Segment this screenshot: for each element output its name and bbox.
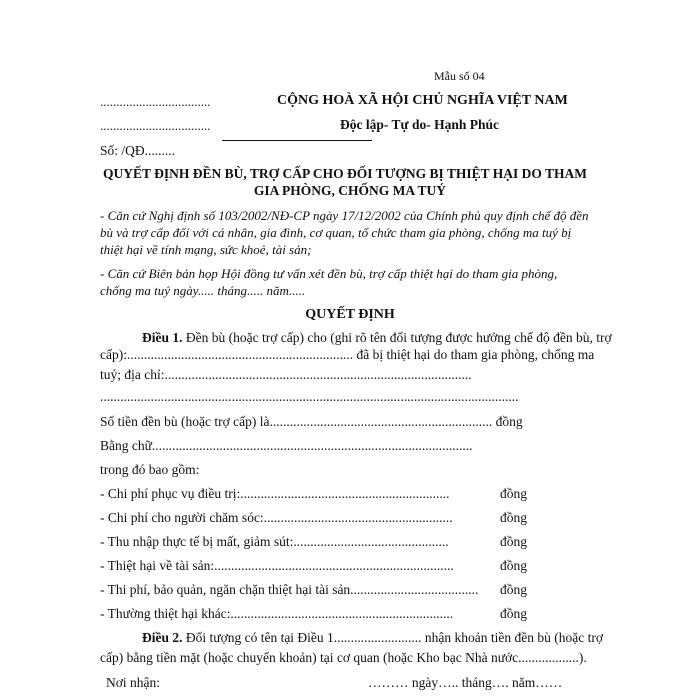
motto-underline	[222, 140, 372, 141]
cost-item: - Thiệt hại về tài sản:.......................................................................	[100, 558, 454, 573]
basis-line: - Căn cứ Nghị định số 103/2002/NĐ-CP ngày 17/12/2002 của Chính phủ quy định chế độ đền	[100, 208, 589, 223]
cost-unit: đồng	[500, 534, 527, 549]
cost-unit: đồng	[500, 606, 527, 621]
decision-heading: QUYẾT ĐỊNH	[305, 307, 395, 322]
article1-line2: cấp):................................................................... đã bị thiệt hại do tham gia phòng, chống ma	[100, 347, 595, 362]
basis-line: thiệt hại về tính mạng, sức khoẻ, tài sản;	[100, 242, 312, 257]
cost-unit: đồng	[500, 558, 527, 573]
document-number: Số: /QĐ.........	[100, 143, 176, 158]
cost-item: - Thu nhập thực tế bị mất, giảm sút:..............................................	[100, 534, 449, 549]
basis-line: chống ma tuý ngày..... tháng..... năm.....	[100, 283, 306, 298]
recipients-label: Nơi nhận:	[106, 675, 161, 690]
national-motto: Độc lập- Tự do- Hạnh Phúc	[340, 117, 500, 132]
country-name: CỘNG HOÀ XÃ HỘI CHỦ NGHĨA VIỆT NAM	[277, 93, 568, 108]
signing-date: ……… ngày….. tháng…. năm……	[368, 675, 563, 690]
article2-text: Đối tượng có tên tại Điều 1.......................... nhận khoản tiền đền bù (hoặc trợ	[182, 630, 604, 645]
form-number: Mẫu số 04	[434, 69, 485, 83]
amount-in-words: Bằng chữ...............................................................................................	[100, 438, 473, 453]
basis-line: - Căn cứ Biên bản họp Hội đồng tư vấn xét đền bù, trợ cấp thiệt hại do tham gia phòng,	[100, 266, 558, 281]
issuer-dots: ..................................	[100, 94, 211, 109]
compensation-amount: Số tiền đền bù (hoặc trợ cấp) là.................................................................. đồng	[100, 414, 523, 429]
article2-line2: cấp) bằng tiền mặt (hoặc chuyển khoản) tại cơ quan (hoặc Kho bạc Nhà nước..................).	[100, 650, 587, 665]
article1-label: Điều 1.	[142, 330, 183, 345]
article2-label: Điều 2.	[142, 630, 183, 645]
article2-line1	[142, 630, 603, 646]
cost-item: - Chi phí phục vụ điều trị:..............................................................	[100, 486, 450, 501]
document-title-line2: GIA PHÒNG, CHỐNG MA TUÝ	[253, 183, 447, 198]
article1-text: Đền bù (hoặc trợ cấp) cho (ghi rõ tên đối tượng được hưởng chế độ đền bù, trợ	[182, 330, 612, 345]
basis-line: bù và trợ cấp đối với cá nhân, gia đình, cơ quan, tổ chức tham gia phòng, chống ma tuý bị	[100, 225, 572, 240]
article1-line1	[142, 330, 612, 346]
cost-unit: đồng	[500, 486, 527, 501]
article1-address-cont: ............................................................................................................................	[100, 389, 519, 404]
issuer-dots-2: ..................................	[100, 118, 211, 133]
article1-address: tuý; địa chỉ:...........................................................................................	[100, 367, 472, 382]
includes-label: trong đó bao gồm:	[100, 462, 200, 477]
cost-item: - Thi phí, bảo quản, ngăn chặn thiệt hại tài sản......................................	[100, 582, 479, 597]
document-title-line1: QUYẾT ĐỊNH ĐỀN BÙ, TRỢ CẤP CHO ĐỐI TƯỢNG BỊ THIỆT HẠI DO THAM	[102, 166, 588, 181]
cost-unit: đồng	[500, 510, 527, 525]
cost-item: - Thường thiệt hại khác:..................................................................	[100, 606, 454, 621]
cost-item: - Chi phí cho người chăm sóc:........................................................	[100, 510, 453, 525]
cost-unit: đồng	[500, 582, 527, 597]
